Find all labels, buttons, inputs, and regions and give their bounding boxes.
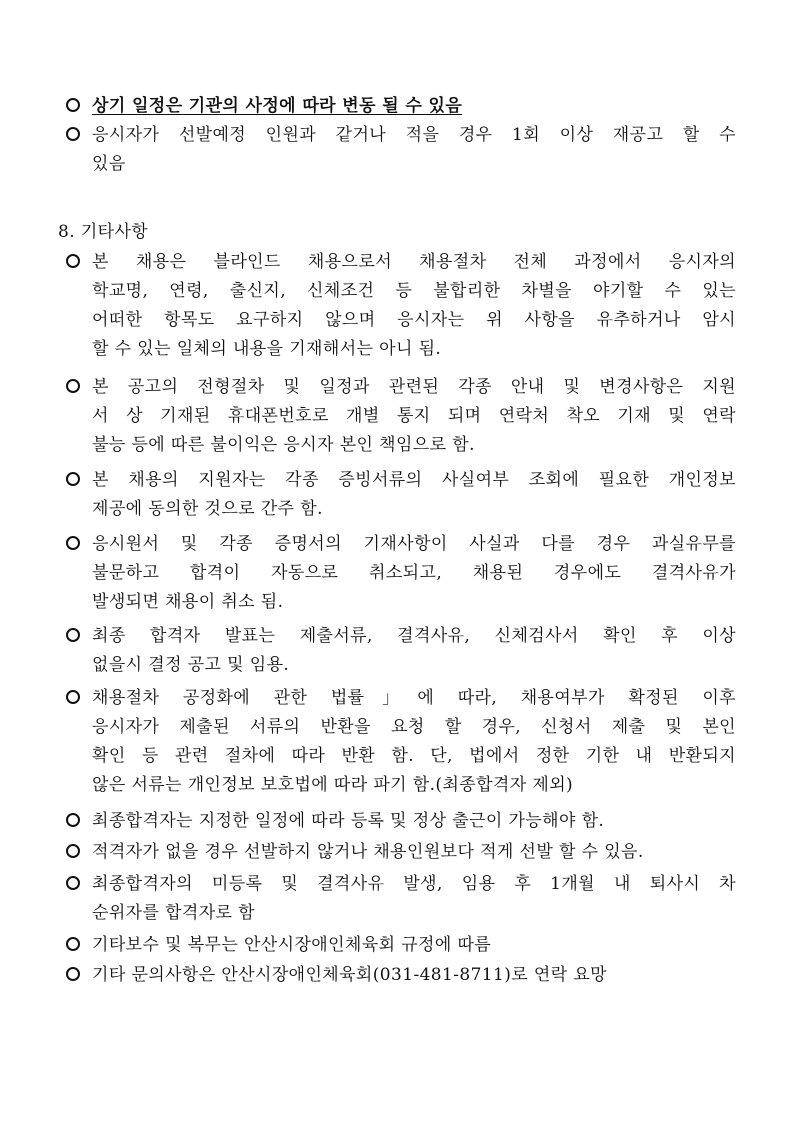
circle-bullet-icon xyxy=(66,937,80,951)
item-line: 최종합격자는 지정한 일정에 따라 등록 및 정상 출근이 가능해야 함. xyxy=(92,811,605,831)
list-item xyxy=(66,961,736,990)
item-line: 불문하고 합격이 자동으로 취소되고, 채용된 경우에도 결격사유가 xyxy=(92,563,736,583)
list-item xyxy=(66,622,736,680)
item-line: 없을시 결정 공고 및 임용. xyxy=(92,655,290,675)
item-line: 기타 문의사항은 안산시장애인체육회(031-481-8711)로 연락 요망 xyxy=(92,965,607,985)
list-item xyxy=(66,870,736,928)
item-line: 기타보수 및 복무는 안산시장애인체육회 규정에 따름 xyxy=(92,935,492,955)
item-line: 응시자가 제출된 서류의 반환을 요청 할 경우, 신청서 제출 및 본인 xyxy=(92,717,736,737)
schedule-notice-text: 상기 일정은 기관의 사정에 따라 변동 될 수 있음 xyxy=(92,96,463,116)
circle-bullet-icon xyxy=(66,967,80,981)
circle-bullet-icon xyxy=(66,536,80,550)
schedule-notice-item xyxy=(66,92,736,121)
item-line: 할 수 있는 일체의 내용을 기재해서는 아니 됨. xyxy=(92,339,442,359)
item-line: 불능 등에 따른 불이익은 응시자 본인 책임으로 함. xyxy=(92,435,475,455)
circle-bullet-icon xyxy=(66,690,80,704)
item-line: 본 공고의 전형절차 및 일정과 관련된 각종 안내 및 변경사항은 지원 xyxy=(92,377,736,397)
readvertise-line-2: 있음 xyxy=(92,154,126,174)
item-line: 서 상 기재된 휴대폰번호로 개별 통지 되며 연락처 착오 기재 및 연락 xyxy=(92,406,736,426)
readvertise-notice-item xyxy=(66,121,736,179)
list-item xyxy=(66,530,736,617)
list-item xyxy=(66,248,736,364)
item-line: 제공에 동의한 것으로 간주 함. xyxy=(92,499,323,519)
circle-bullet-icon xyxy=(66,628,80,642)
item-line: 최종합격자의 미등록 및 결격사유 발생, 임용 후 1개월 내 퇴사시 차 xyxy=(92,874,736,894)
item-line: 채용절차 공정화에 관한 법률」에 따라, 채용여부가 확정된 이후 xyxy=(92,688,736,708)
item-line: 응시원서 및 각종 증명서의 기재사항이 사실과 다를 경우 과실유무를 xyxy=(92,534,736,554)
circle-bullet-icon xyxy=(66,98,80,112)
list-item xyxy=(66,684,736,800)
circle-bullet-icon xyxy=(66,472,80,486)
item-line: 않은 서류는 개인정보 보호법에 따라 파기 함.(최종합격자 제외) xyxy=(92,775,574,795)
item-line: 어떠한 항목도 요구하지 않으며 응시자는 위 사항을 유추하거나 암시 xyxy=(92,310,736,330)
readvertise-line-1: 응시자가 선발예정 인원과 같거나 적을 경우 1회 이상 재공고 할 수 xyxy=(92,125,736,145)
item-line: 순위자를 합격자로 함 xyxy=(92,903,256,923)
list-item xyxy=(66,838,736,867)
list-item xyxy=(66,931,736,960)
list-item xyxy=(66,373,736,460)
item-line: 확인 등 관련 절차에 따라 반환 함. 단, 법에서 정한 기한 내 반환되지 xyxy=(92,746,736,766)
circle-bullet-icon xyxy=(66,813,80,827)
item-line: 본 채용은 블라인드 채용으로서 채용절차 전체 과정에서 응시자의 xyxy=(92,252,736,272)
list-item xyxy=(66,807,736,836)
list-item xyxy=(66,466,736,524)
section-title: 8. 기타사항 xyxy=(58,222,149,242)
item-line: 본 채용의 지원자는 각종 증빙서류의 사실여부 조회에 필요한 개인정보 xyxy=(92,470,736,490)
item-line: 학교명, 연령, 출신지, 신체조건 등 불합리한 차별을 야기할 수 있는 xyxy=(92,281,736,301)
circle-bullet-icon xyxy=(66,844,80,858)
circle-bullet-icon xyxy=(66,254,80,268)
item-line: 적격자가 없을 경우 선발하지 않거나 채용인원보다 적게 선발 할 수 있음. xyxy=(92,842,644,862)
circle-bullet-icon xyxy=(66,379,80,393)
item-line: 발생되면 채용이 취소 됨. xyxy=(92,592,284,612)
circle-bullet-icon xyxy=(66,876,80,890)
item-line: 최종 합격자 발표는 제출서류, 결격사유, 신체검사서 확인 후 이상 xyxy=(92,626,736,646)
circle-bullet-icon xyxy=(66,127,80,141)
